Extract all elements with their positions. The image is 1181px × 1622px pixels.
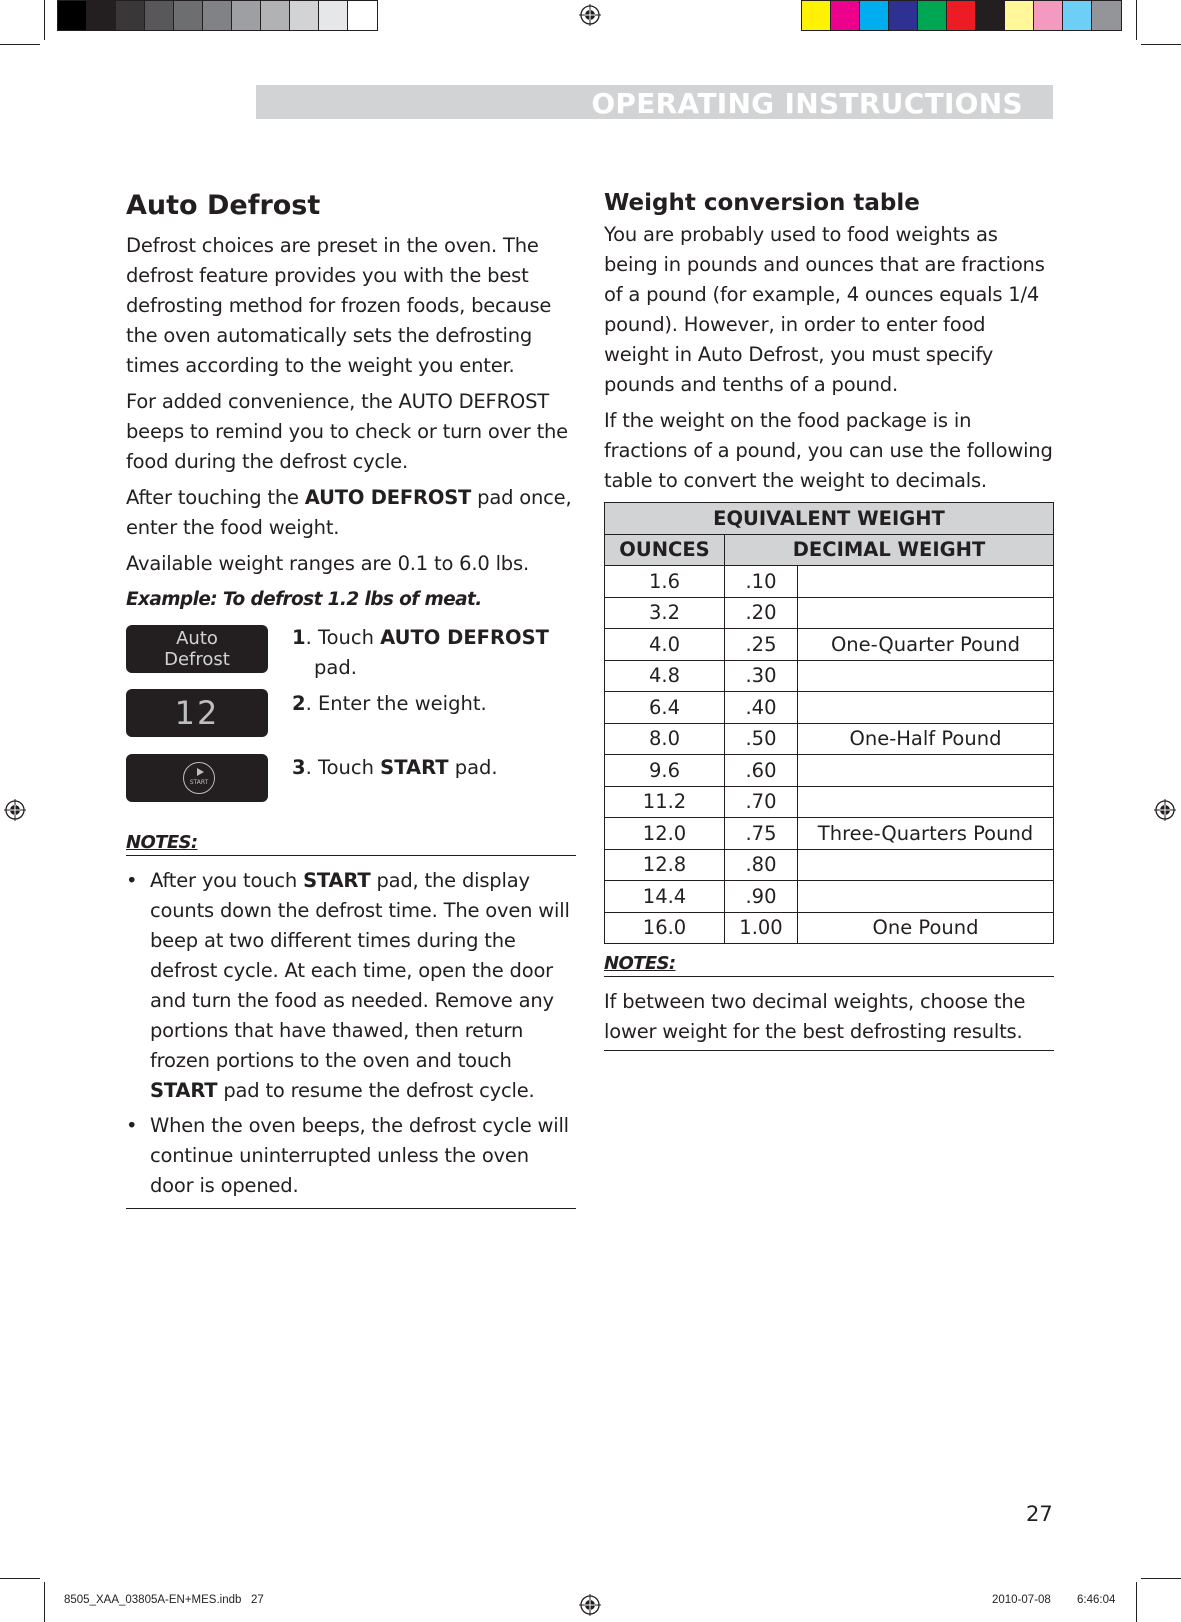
table-row xyxy=(605,566,1054,598)
decimal-cell: .30 xyxy=(725,660,798,692)
label-cell xyxy=(798,849,1054,881)
crop-mark xyxy=(1136,0,1137,40)
example-heading: Example: To defrost 1.2 lbs of meat. xyxy=(126,589,482,610)
auto-defrost-paragraph: After touching the AUTO DEFROST pad once, enter the food weight. xyxy=(126,486,572,539)
weight-display-pad: 12 xyxy=(126,689,268,737)
label-cell xyxy=(798,786,1054,818)
notes-heading: NOTES: xyxy=(604,952,1054,977)
auto-defrost-title: Auto Defrost xyxy=(126,190,321,221)
ounces-cell: 1.6 xyxy=(605,566,725,598)
registration-mark-icon xyxy=(4,799,26,821)
slug-time: 6:46:04 xyxy=(1077,1594,1116,1606)
table-row xyxy=(605,660,1054,692)
table-header-main: EQUIVALENT WEIGHT xyxy=(605,503,1054,535)
decimal-cell: .70 xyxy=(725,786,798,818)
color-swatch xyxy=(1005,1,1034,30)
auto-defrost-pad-button: Auto Defrost xyxy=(126,625,268,673)
decimal-cell: .80 xyxy=(725,849,798,881)
note-item: • When the oven beeps, the defrost cycle will continue uninterrupted unless the oven door is opened. xyxy=(126,1111,576,1201)
color-swatch xyxy=(889,1,918,30)
table-row xyxy=(605,629,1054,661)
table-row xyxy=(605,755,1054,787)
label-cell xyxy=(798,755,1054,787)
ounces-cell: 4.0 xyxy=(605,629,725,661)
label-cell xyxy=(798,597,1054,629)
ounces-cell: 12.8 xyxy=(605,849,725,881)
color-swatch xyxy=(116,1,145,30)
grayscale-color-bar xyxy=(57,0,378,31)
color-swatch xyxy=(319,1,348,30)
table-header-ounces: OUNCES xyxy=(605,534,725,566)
ounces-cell: 6.4 xyxy=(605,692,725,724)
crop-mark xyxy=(0,44,40,45)
color-swatch xyxy=(348,1,377,30)
color-swatch xyxy=(918,1,947,30)
decimal-cell: .40 xyxy=(725,692,798,724)
weight-conversion-title: Weight conversion table xyxy=(604,190,1054,216)
section-header-title: OPERATING INSTRUCTIONS xyxy=(591,87,1023,120)
registration-mark-icon xyxy=(1154,799,1176,821)
decimal-cell: .60 xyxy=(725,755,798,787)
section-header-bar xyxy=(256,85,1053,119)
table-row xyxy=(605,912,1054,944)
ounces-cell: 9.6 xyxy=(605,755,725,787)
slug-file-info: 8505_XAA_03805A-EN+MES.indb 27 xyxy=(64,1594,264,1606)
color-swatch xyxy=(1063,1,1092,30)
color-swatch xyxy=(976,1,1005,30)
table-row xyxy=(605,818,1054,850)
process-color-bar xyxy=(801,0,1122,31)
color-swatch xyxy=(261,1,290,30)
table-notes xyxy=(604,952,1054,1051)
decimal-cell: 1.00 xyxy=(725,912,798,944)
note-item: • After you touch START pad, the display counts down the defrost time. The oven will beep at two different times during the defrost cycle. At each time, open the door and turn the food as needed. Remove any portions that have thawed, then return frozen portions to the oven and touch START pad to resume the defrost cycle. xyxy=(126,866,576,1106)
start-pad-button xyxy=(126,754,268,802)
weight-conversion-table xyxy=(604,502,1054,944)
label-cell: Three-Quarters Pound xyxy=(798,818,1054,850)
notes-list xyxy=(126,866,576,1209)
color-swatch xyxy=(802,1,831,30)
color-swatch xyxy=(1092,1,1121,30)
page-number: 27 xyxy=(1026,1502,1053,1526)
decimal-cell: .90 xyxy=(725,881,798,913)
color-swatch xyxy=(145,1,174,30)
color-swatch xyxy=(860,1,889,30)
crop-mark xyxy=(44,1582,45,1622)
label-cell xyxy=(798,881,1054,913)
decimal-cell: .75 xyxy=(725,818,798,850)
step-2: 2. Enter the weight. xyxy=(292,692,487,715)
crop-mark xyxy=(0,1578,40,1579)
ounces-cell: 8.0 xyxy=(605,723,725,755)
registration-mark-icon xyxy=(579,4,601,26)
table-header-decimal: DECIMAL WEIGHT xyxy=(725,534,1054,566)
color-swatch xyxy=(174,1,203,30)
table-row xyxy=(605,692,1054,724)
weight-conversion-paragraph: If the weight on the food package is in fractions of a pound, you can use the following table to convert the weight to decimals. xyxy=(604,409,1053,492)
color-swatch xyxy=(87,1,116,30)
table-row xyxy=(605,597,1054,629)
notes-heading: NOTES: xyxy=(126,831,576,856)
decimal-cell: .10 xyxy=(725,566,798,598)
label-cell xyxy=(798,660,1054,692)
auto-defrost-section xyxy=(126,190,576,1209)
slug-date: 2010-07-08 xyxy=(992,1594,1051,1606)
weight-conversion-section xyxy=(604,190,1054,1057)
step-3: 3. Touch START pad. xyxy=(292,756,498,779)
color-swatch xyxy=(58,1,87,30)
ounces-cell: 14.4 xyxy=(605,881,725,913)
table-note-text: If between two decimal weights, choose the lower weight for the best defrosting results. xyxy=(604,987,1054,1051)
color-swatch xyxy=(1034,1,1063,30)
decimal-cell: .20 xyxy=(725,597,798,629)
ounces-cell: 11.2 xyxy=(605,786,725,818)
label-cell: One-Half Pound xyxy=(798,723,1054,755)
weight-range-text: Available weight ranges are 0.1 to 6.0 lbs. xyxy=(126,552,529,575)
ounces-cell: 4.8 xyxy=(605,660,725,692)
table-row xyxy=(605,881,1054,913)
step-1: 1. Touch AUTO DEFROST pad. xyxy=(292,626,549,679)
color-swatch xyxy=(232,1,261,30)
table-row xyxy=(605,849,1054,881)
weight-conversion-paragraph: You are probably used to food weights as being in pounds and ounces that are fractions of a pound (for example, 4 ounces equals 1/4 pound). However, in order to enter food weight in Auto Defrost, you must specify pounds and tenths of a pound. xyxy=(604,223,1045,396)
defrost-steps xyxy=(126,623,576,831)
label-cell: One-Quarter Pound xyxy=(798,629,1054,661)
crop-mark xyxy=(1141,44,1181,45)
auto-defrost-paragraph: For added convenience, the AUTO DEFROST beeps to remind you to check or turn over the food during the defrost cycle. xyxy=(126,390,568,473)
table-row xyxy=(605,723,1054,755)
color-swatch xyxy=(831,1,860,30)
label-cell xyxy=(798,566,1054,598)
color-swatch xyxy=(203,1,232,30)
ounces-cell: 16.0 xyxy=(605,912,725,944)
color-swatch xyxy=(947,1,976,30)
ounces-cell: 12.0 xyxy=(605,818,725,850)
label-cell: One Pound xyxy=(798,912,1054,944)
crop-mark xyxy=(44,0,45,40)
crop-mark xyxy=(1141,1578,1181,1579)
decimal-cell: .50 xyxy=(725,723,798,755)
start-icon: START xyxy=(183,762,215,794)
crop-mark xyxy=(1136,1582,1137,1622)
auto-defrost-paragraph: Defrost choices are preset in the oven. The defrost feature provides you with the best defrosting method for frozen foods, because the oven automatically sets the defrosting times according to the weight you enter. xyxy=(126,234,552,377)
label-cell xyxy=(798,692,1054,724)
decimal-cell: .25 xyxy=(725,629,798,661)
table-row xyxy=(605,786,1054,818)
ounces-cell: 3.2 xyxy=(605,597,725,629)
color-swatch xyxy=(290,1,319,30)
registration-mark-icon xyxy=(579,1594,601,1616)
